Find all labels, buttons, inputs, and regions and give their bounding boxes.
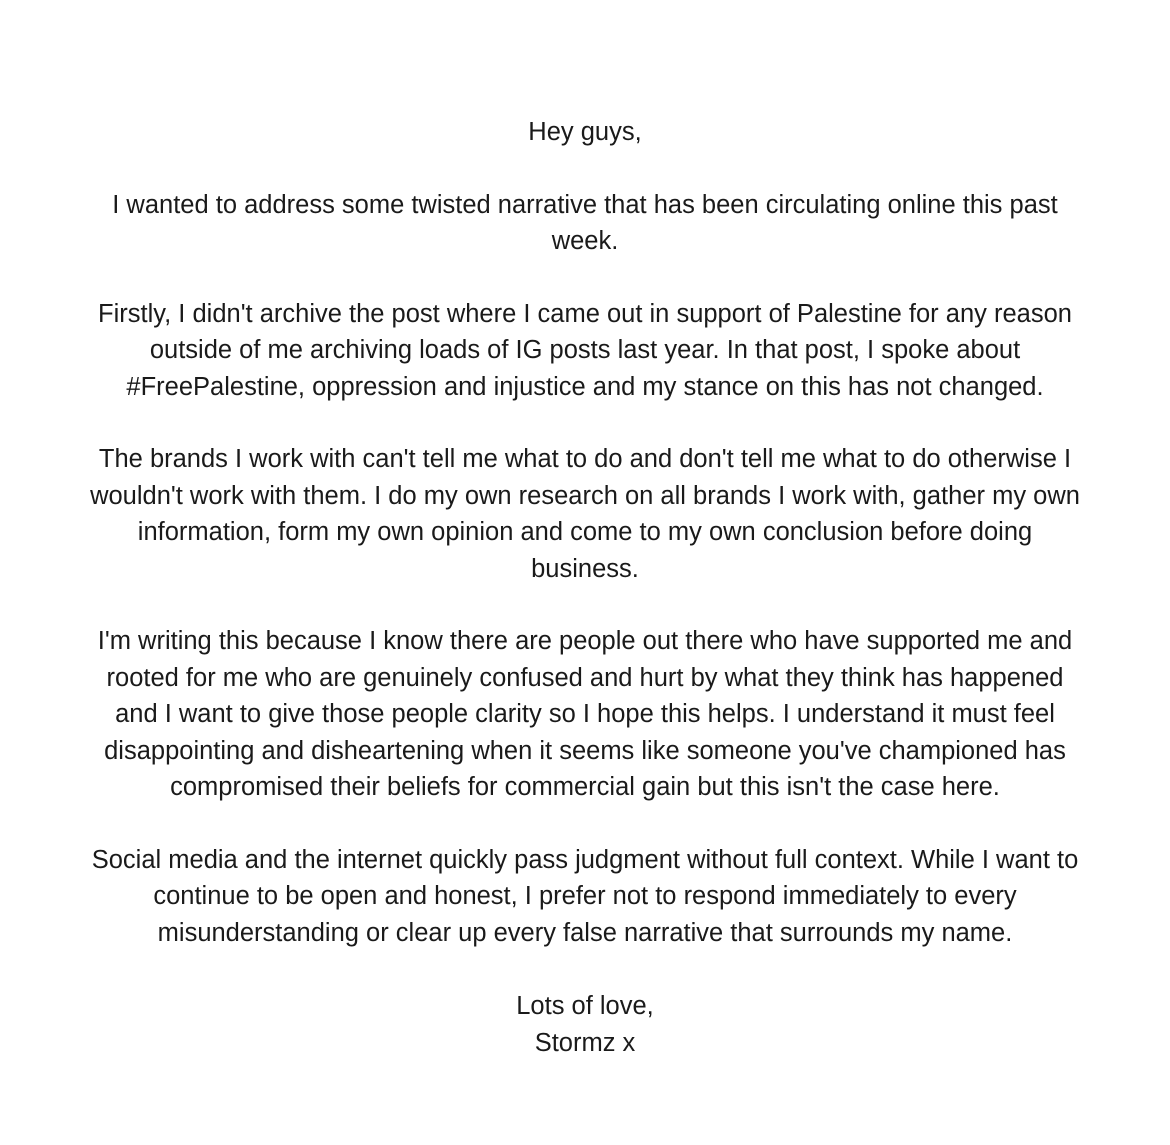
- paragraph-line: and I want to give those people clarity so I hope this helps. I understand it must feel: [115, 700, 1055, 728]
- paragraph-brands: [30, 441, 1140, 587]
- greeting: [30, 114, 1140, 151]
- paragraph-line: continue to be open and honest, I prefer not to respond immediately to every: [153, 882, 1017, 910]
- greeting-line: Hey guys,: [528, 118, 642, 146]
- paragraph-line: compromised their beliefs for commercial gain but this isn't the case here.: [170, 773, 1000, 801]
- closing-line: Lots of love,: [516, 992, 654, 1020]
- paragraph-line: business.: [531, 554, 639, 583]
- paragraph-line: Social media and the internet quickly pass judgment without full context. While I want to: [91, 845, 1079, 874]
- paragraph-line: #FreePalestine, oppression and injustice and my stance on this has not changed.: [126, 372, 1044, 401]
- paragraph-line: misunderstanding or clear up every false narrative that surrounds my name.: [157, 918, 1013, 947]
- statement-text: [30, 114, 1140, 1061]
- paragraph-line: The brands I work with can't tell me what to do and don't tell me what to do otherwise I: [98, 445, 1072, 473]
- paragraph-line: I wanted to address some twisted narrative that has been circulating online this past: [112, 190, 1058, 219]
- paragraph-archived-post: [30, 296, 1140, 406]
- sign-off: [30, 988, 1140, 1061]
- paragraph-line: I'm writing this because I know there are people out there who have supported me and: [97, 627, 1073, 655]
- paragraph-line: wouldn't work with them. I do my own research on all brands I work with, gather my own: [90, 481, 1080, 510]
- paragraph-address-narrative: [30, 187, 1140, 260]
- paragraph-social-media: [30, 842, 1140, 952]
- paragraph-line: disappointing and disheartening when it seems like someone you've championed has: [104, 736, 1066, 765]
- paragraph-line: outside of me archiving loads of IG posts last year. In that post, I spoke about: [149, 336, 1021, 364]
- paragraph-line: week.: [551, 227, 619, 255]
- paragraph-line: rooted for me who are genuinely confused and hurt by what they think has happened: [106, 663, 1064, 692]
- paragraph-line: information, form my own opinion and come to my own conclusion before doing: [137, 518, 1033, 546]
- signature: Stormz x: [534, 1028, 636, 1057]
- paragraph-supporters: [30, 623, 1140, 806]
- paragraph-line: Firstly, I didn't archive the post where I came out in support of Palestine for any reason: [98, 299, 1072, 328]
